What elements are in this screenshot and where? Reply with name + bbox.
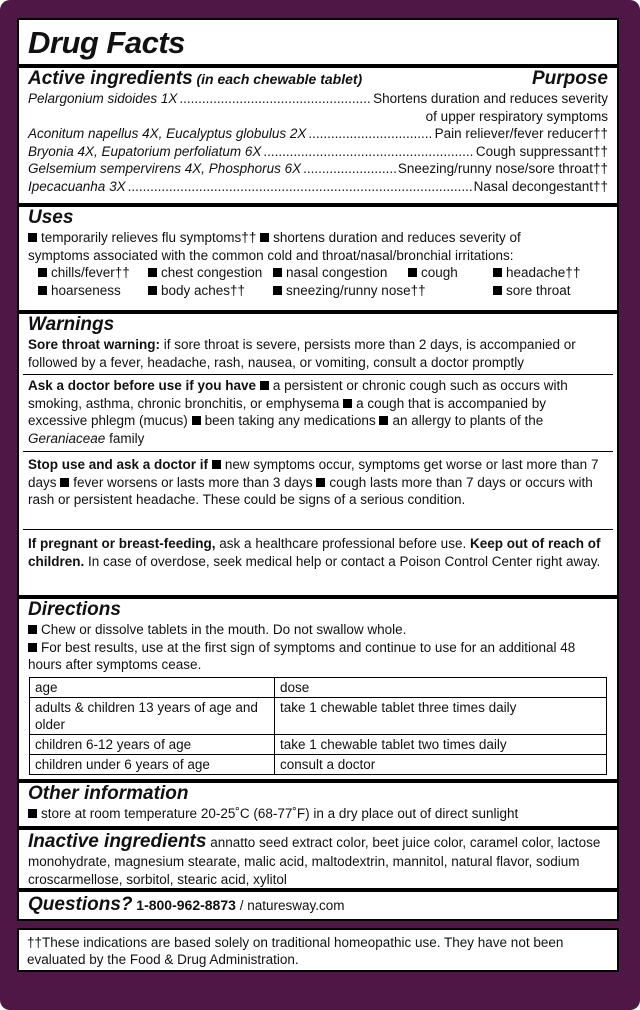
dosage-table (29, 677, 607, 775)
list-item: nasal congestion (273, 264, 408, 282)
other-info-section: Other information store at room temperature 20-25˚C (68-77˚F) in a dry place out of direct sunlight (19, 783, 617, 823)
bullet-icon (28, 233, 37, 242)
inactive-section (19, 831, 617, 888)
list-item: headache†† (493, 264, 583, 282)
divider (23, 529, 613, 530)
uses-section: Uses temporarily relieves flu symptoms†† shortens duration and reduces severity of symptoms associated with the common cold and throat/nasal/bronchial irritations: chills/fever†† chest congestion nasal congestion cough headache†† hoarseness body aches†† sneezing/runny nose†† sore throat (19, 207, 617, 299)
directions-section: Directions Chew or dissolve tablets in the mouth. Do not swallow whole. For best results, use at the first sign of symptoms and continue to use for an additional 48 hours after symptoms cease. (19, 599, 617, 674)
table-header-row: age dose (30, 678, 607, 698)
title-section (19, 26, 617, 60)
table-row: children under 6 years of age consult a doctor (30, 755, 607, 775)
warnings-heading: Warnings (28, 314, 115, 335)
pregnancy-section: If pregnant or breast-feeding, ask a healthcare professional before use. Keep out of reach of children. In case of overdose, seek medical help or contact a Poison Control Center right away. (28, 536, 601, 569)
ask-doctor-section: Ask a doctor before use if you have a persistent or chronic cough such as occurs with smoking, asthma, chronic bronchitis, or emphysema a cough that is accompanied by excessive phlegm (mucus) been taking any medications an allergy to plants of the Geraniaceae family (28, 378, 568, 446)
questions-section: Questions? 1-800-962-8873 / naturesway.com (28, 894, 345, 915)
inactive-heading: Inactive ingredients (28, 831, 207, 852)
purpose-heading: Purpose (531, 68, 608, 89)
divider (23, 374, 613, 375)
list-item: hoarseness (38, 282, 148, 300)
active-row-cont: of upper respiratory symptoms (425, 108, 608, 124)
inactive-rule (19, 888, 617, 892)
divider (23, 451, 613, 452)
active-row: Aconitum napellus 4X, Eucalyptus globulus 2X ..... Pain reliever/fever reducer†† (28, 125, 608, 143)
uses-heading: Uses (28, 207, 74, 228)
table-row: children 6-12 years of age take 1 chewable tablet two times daily (30, 735, 607, 755)
uses-line: symptoms associated with the common cold and throat/nasal/bronchial irritations: (28, 247, 514, 263)
drug-facts-panel (17, 18, 619, 921)
directions-heading: Directions (28, 599, 121, 620)
active-heading-note: (in each chewable tablet) (196, 71, 363, 87)
table-row: adults & children 13 years of age and older take 1 chewable tablet three times daily (30, 698, 607, 735)
active-row: Bryonia 4X, Eupatorium perfoliatum 6X ..... Cough suppressant†† (28, 143, 608, 161)
footnote-text: ††These indications are based solely on traditional homeopathic use. They have not been evaluated by the Food & Drug Administration. (27, 935, 564, 967)
warnings-section (19, 314, 617, 371)
list-item: cough (408, 264, 493, 282)
list-item: sneezing/runny nose†† (273, 282, 493, 300)
active-row: Pelargonium sidoides 1X ..... Shortens duration and reduces severity (28, 90, 608, 108)
phone-number[interactable]: 1-800-962-8873 (136, 897, 236, 913)
list-item: chest congestion (148, 264, 273, 282)
stop-use-section: Stop use and ask a doctor if new symptoms occur, symptoms get worse or last more than 7 days fever worsens or lasts more than 3 days cough lasts more than 7 days or occurs with rash or persistent headache. These could be signs of a serious condition. (28, 457, 599, 507)
website-link[interactable]: naturesway.com (247, 898, 345, 913)
inactive-text: annatto seed extract color, beet juice color, caramel color, lactose monohydrate, magnesium stearate, malic acid, maltodextrin, mannitol, natural flavor, sodium croscarmellose, sorbitol, stearic acid, xylitol (28, 835, 601, 887)
sore-throat-warning: Sore throat warning: if sore throat is severe, persists more than 2 days, is accompanied or followed by a fever, headache, rash, nausea, or vomiting, consult a doctor promptly (28, 337, 576, 370)
list-item: body aches†† (148, 282, 273, 300)
other-rule (19, 826, 617, 830)
footnote-panel (17, 928, 619, 972)
symptom-list (38, 264, 608, 299)
active-ingredients-section (19, 68, 617, 195)
active-row: Gelsemium sempervirens 4X, Phosphorus 6X ..... Sneezing/runny nose/sore throat†† (28, 160, 608, 178)
page-title: Drug Facts (28, 25, 185, 60)
list-item: sore throat (493, 282, 583, 300)
active-row: Ipecacuanha 3X ..... Nasal decongestant†† (28, 178, 608, 196)
list-item: chills/fever†† (38, 264, 148, 282)
dosage-table-wrap (19, 677, 607, 775)
questions-heading: Questions? (28, 894, 133, 915)
other-heading: Other information (28, 783, 189, 804)
active-heading: Active ingredients (28, 68, 193, 89)
bullet-icon (260, 233, 269, 242)
